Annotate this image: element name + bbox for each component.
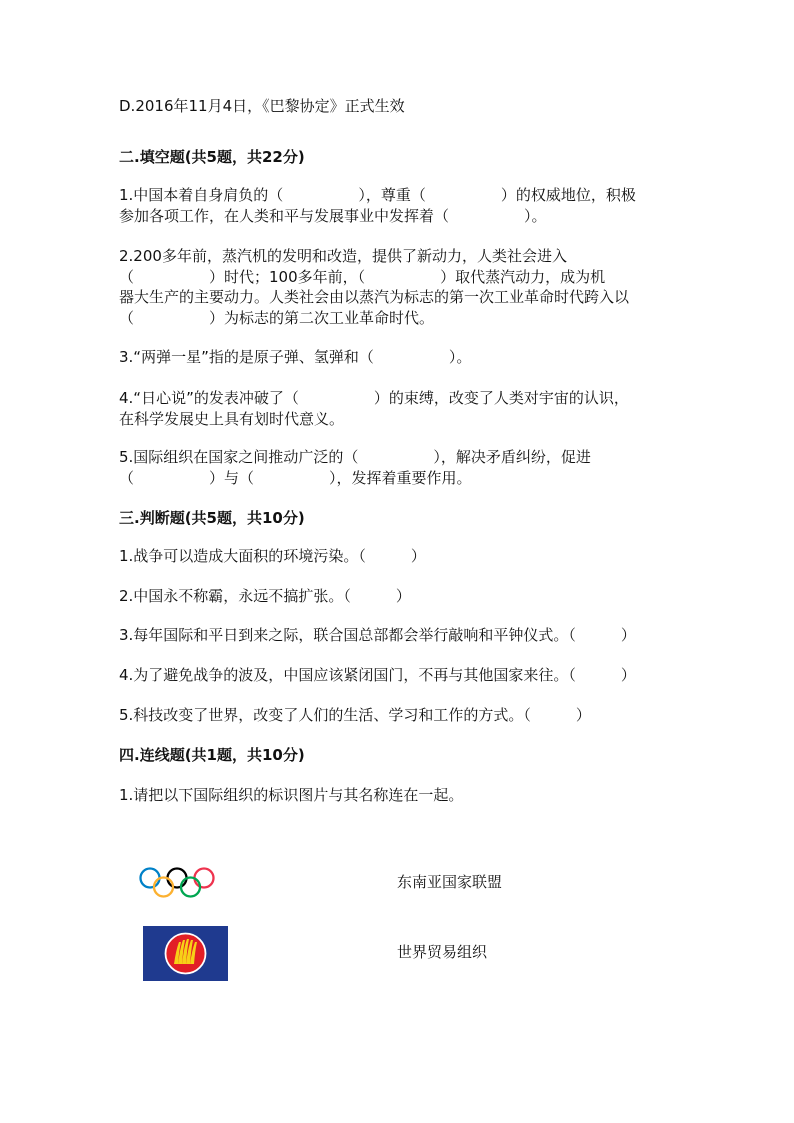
question-line: 4.“日心说”的发表冲破了（ ）的束缚，改变了人类对宇宙的认识，: [119, 389, 629, 407]
true-false-item-2: 2.中国永不称霸，永远不搞扩张。（ ）: [119, 587, 411, 605]
fill-blank-question-4: [119, 388, 667, 429]
matching-question-1: 1.请把以下国际组织的标识图片与其名称连在一起。: [119, 786, 464, 804]
match-name-asean: 东南亚国家联盟: [397, 873, 503, 891]
true-false-item-1: 1.战争可以造成大面积的环境污染。（ ）: [119, 547, 426, 565]
section-matching-heading: 四.连线题(共1题，共10分): [119, 746, 305, 764]
true-false-item-3: 3.每年国际和平日到来之际，联合国总部都会举行敲响和平钟仪式。（ ）: [119, 626, 636, 644]
question-line: 在科学发展史上具有划时代意义。: [119, 409, 345, 428]
option-d: D.2016年11月4日，《巴黎协定》正式生效: [119, 97, 405, 115]
section-true-false-heading: 三.判断题(共5题，共10分): [119, 509, 305, 527]
question-line: （ ）与（ ），发挥着重要作用。: [119, 468, 472, 487]
section-fill-blank-heading: 二.填空题(共5题，共22分): [119, 148, 305, 166]
question-line: 器大生产的主要动力。人类社会由以蒸汽为标志的第一次工业革命时代跨入以: [119, 288, 630, 306]
true-false-item-5: 5.科技改变了世界，改变了人们的生活、学习和工作的方式。（ ）: [119, 706, 591, 724]
true-false-item-4: 4.为了避免战争的波及，中国应该紧闭国门，不再与其他国家来往。（ ）: [119, 666, 636, 684]
question-line: （ ）时代；100多年前，（ ）取代蒸汽动力，成为机: [119, 267, 606, 286]
match-name-wto: 世界贸易组织: [397, 943, 488, 961]
question-line: 1.中国本着自身肩负的（ ），尊重（ ）的权威地位，积极: [119, 186, 636, 204]
asean-emblem-logo: [143, 926, 228, 981]
fill-blank-question-3: 3.“两弹一星”指的是原子弹、氢弹和（ ）。: [119, 348, 472, 366]
question-line: 5.国际组织在国家之间推动广泛的（ ），解决矛盾纠纷，促进: [119, 448, 591, 466]
question-line: 参加各项工作，在人类和平与发展事业中发挥着（ ）。: [119, 206, 547, 225]
olympic-rings-logo: [138, 866, 216, 900]
question-line: 2.200多年前，蒸汽机的发明和改造，提供了新动力，人类社会进入: [119, 247, 567, 265]
fill-blank-question-1: [119, 185, 667, 226]
fill-blank-question-2: [119, 246, 667, 328]
question-line: （ ）为标志的第二次工业革命时代。: [119, 308, 435, 327]
fill-blank-question-5: [119, 447, 667, 488]
